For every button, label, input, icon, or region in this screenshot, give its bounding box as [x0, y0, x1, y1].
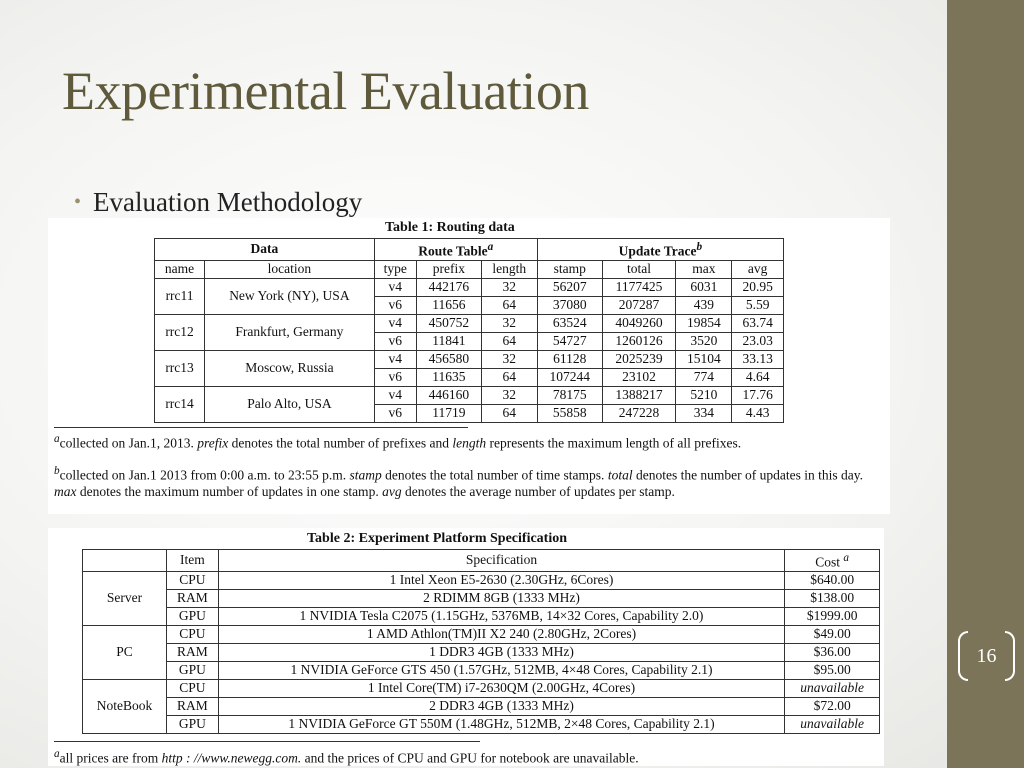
item-cell: RAM — [166, 643, 218, 661]
table-cell: 107244 — [537, 368, 602, 386]
column-header: type — [374, 260, 416, 278]
group-header-data: Data — [155, 239, 375, 261]
cost-cell: $138.00 — [785, 589, 880, 607]
table-cell: 439 — [676, 296, 732, 314]
item-cell: CPU — [166, 679, 218, 697]
table-cell: 4.64 — [732, 368, 784, 386]
table-cell: 207287 — [602, 296, 676, 314]
location-cell: Palo Alto, USA — [205, 386, 375, 422]
cost-cell: unavailable — [785, 715, 880, 733]
location-cell: Frankfurt, Germany — [205, 314, 375, 350]
table-cell: 20.95 — [732, 278, 784, 296]
location-cell: Moscow, Russia — [205, 350, 375, 386]
table-cell: 15104 — [676, 350, 732, 368]
table-cell: 64 — [481, 368, 537, 386]
table-cell: 3520 — [676, 332, 732, 350]
footnote-rule — [54, 741, 480, 742]
footnote-b: $^b$collected on Jan.1 2013 from 0:00 a.m. to 23:55 p.m. stamp denotes the total number of time stamps. total denotes the number of updates in this day. max denotes the maximum number of updates in one stamp. avg denotes the average number of updates per stamp. — [54, 465, 864, 499]
bullet-text: Evaluation Methodology — [93, 187, 363, 217]
item-cell: RAM — [166, 589, 218, 607]
slide-number-badge — [958, 631, 1015, 681]
table-cell: 32 — [481, 350, 537, 368]
slide-number: 16 — [976, 644, 997, 667]
cost-cell: $49.00 — [785, 625, 880, 643]
table-cell: 32 — [481, 278, 537, 296]
table-cell: 4049260 — [602, 314, 676, 332]
column-header: Specification — [218, 550, 785, 572]
platform-name-cell: Server — [83, 571, 167, 625]
cost-cell: $1999.00 — [785, 607, 880, 625]
platform-name-cell: PC — [83, 625, 167, 679]
spec-cell: 1 Intel Core(TM) i7-2630QM (2.00GHz, 4Cores) — [218, 679, 785, 697]
collector-name-cell: rrc13 — [155, 350, 205, 386]
collector-name-cell: rrc12 — [155, 314, 205, 350]
table1-group-header-row — [155, 239, 784, 261]
item-cell: GPU — [166, 661, 218, 679]
table-cell: 6031 — [676, 278, 732, 296]
platform-name-cell: NoteBook — [83, 679, 167, 733]
table-cell: 64 — [481, 332, 537, 350]
item-cell: CPU — [166, 625, 218, 643]
column-header: name — [155, 260, 205, 278]
column-header: total — [602, 260, 676, 278]
table-cell: v6 — [374, 296, 416, 314]
table-row — [83, 625, 880, 643]
table-cell: 17.76 — [732, 386, 784, 404]
table-cell: 19854 — [676, 314, 732, 332]
bullet-item — [74, 187, 362, 218]
table-cell: 5.59 — [732, 296, 784, 314]
table-cell: 247228 — [602, 404, 676, 422]
spec-cell: 1 Intel Xeon E5-2630 (2.30GHz, 6Cores) — [218, 571, 785, 589]
table-cell: 450752 — [416, 314, 481, 332]
table-cell: 37080 — [537, 296, 602, 314]
routing-data-table — [154, 238, 784, 423]
table-cell: 4.43 — [732, 404, 784, 422]
table-cell: v4 — [374, 386, 416, 404]
table-cell: 1177425 — [602, 278, 676, 296]
table-cell: 78175 — [537, 386, 602, 404]
table1-column-header-row — [155, 260, 784, 278]
item-cell: RAM — [166, 697, 218, 715]
table1-caption: Table 1: Routing data — [385, 220, 515, 235]
cost-cell: $95.00 — [785, 661, 880, 679]
item-cell: CPU — [166, 571, 218, 589]
table-cell: 2025239 — [602, 350, 676, 368]
location-cell: New York (NY), USA — [205, 278, 375, 314]
table-row — [83, 643, 880, 661]
table2-caption: Table 2: Experiment Platform Specification — [307, 531, 568, 546]
table-cell: 64 — [481, 296, 537, 314]
platform-spec-table — [82, 549, 880, 734]
cost-cell: $640.00 — [785, 571, 880, 589]
table-cell: 23102 — [602, 368, 676, 386]
cost-cell: $72.00 — [785, 697, 880, 715]
spec-cell: 1 AMD Athlon(TM)II X2 240 (2.80GHz, 2Cores) — [218, 625, 785, 643]
cost-cell: $36.00 — [785, 643, 880, 661]
table-row — [155, 314, 784, 332]
table2-body — [83, 571, 880, 733]
table-cell: 33.13 — [732, 350, 784, 368]
table-cell: 5210 — [676, 386, 732, 404]
table-cell: 64 — [481, 404, 537, 422]
column-header: prefix — [416, 260, 481, 278]
spec-cell: 2 RDIMM 8GB (1333 MHz) — [218, 589, 785, 607]
table-cell: 63.74 — [732, 314, 784, 332]
column-header: avg — [732, 260, 784, 278]
table-row — [155, 278, 784, 296]
table-cell: 446160 — [416, 386, 481, 404]
table-cell: v6 — [374, 404, 416, 422]
table-row — [83, 715, 880, 733]
table-row — [83, 571, 880, 589]
slide-title: Experimental Evaluation — [62, 61, 589, 121]
table-cell: 56207 — [537, 278, 602, 296]
collector-name-cell: rrc14 — [155, 386, 205, 422]
table1-body — [155, 278, 784, 422]
footnote-prices: $^a$all prices are from http : //www.newegg.com. and the prices of CPU and GPU for notebook are unavailable. — [54, 748, 639, 766]
table-cell: v4 — [374, 278, 416, 296]
column-header: stamp — [537, 260, 602, 278]
cost-cell: unavailable — [785, 679, 880, 697]
table-cell: 442176 — [416, 278, 481, 296]
table-cell: 32 — [481, 314, 537, 332]
table-cell: 23.03 — [732, 332, 784, 350]
collector-name-cell: rrc11 — [155, 278, 205, 314]
table-cell: 11656 — [416, 296, 481, 314]
column-header: max — [676, 260, 732, 278]
table-cell: 54727 — [537, 332, 602, 350]
column-header: Cost $^a$ — [785, 550, 880, 572]
table-row — [155, 350, 784, 368]
table-cell: 1260126 — [602, 332, 676, 350]
table-cell: 32 — [481, 386, 537, 404]
table-cell: 774 — [676, 368, 732, 386]
spec-cell: 1 NVIDIA GeForce GT 550M (1.48GHz, 512MB, 2×48 Cores, Capability 2.1) — [218, 715, 785, 733]
table2-column-header-row — [83, 550, 880, 572]
column-header: length — [481, 260, 537, 278]
bullet-icon: • — [74, 191, 82, 213]
spec-cell: 1 NVIDIA GeForce GTS 450 (1.57GHz, 512MB, 4×48 Cores, Capability 2.1) — [218, 661, 785, 679]
table-cell: 63524 — [537, 314, 602, 332]
table-cell: v6 — [374, 332, 416, 350]
group-header-update-trace: Update Trace$^b$ — [537, 239, 783, 261]
table-cell: v6 — [374, 368, 416, 386]
table-cell: v4 — [374, 314, 416, 332]
table-cell: 334 — [676, 404, 732, 422]
group-header-route-table: Route Table$^a$ — [374, 239, 537, 261]
item-cell: GPU — [166, 607, 218, 625]
column-header-blank — [83, 550, 167, 572]
table-cell: 61128 — [537, 350, 602, 368]
spec-cell: 1 DDR3 4GB (1333 MHz) — [218, 643, 785, 661]
item-cell: GPU — [166, 715, 218, 733]
table-cell: 11841 — [416, 332, 481, 350]
spec-cell: 2 DDR3 4GB (1333 MHz) — [218, 697, 785, 715]
table-row — [83, 607, 880, 625]
table-cell: 11719 — [416, 404, 481, 422]
footnote-rule — [54, 427, 468, 428]
footnote-a: $^a$collected on Jan.1, 2013. prefix denotes the total number of prefixes and length represents the maximum length of all prefixes. — [54, 433, 742, 451]
table-row — [83, 697, 880, 715]
table-row — [83, 679, 880, 697]
table-cell: 11635 — [416, 368, 481, 386]
table-row — [83, 661, 880, 679]
spec-cell: 1 NVIDIA Tesla C2075 (1.15GHz, 5376MB, 14×32 Cores, Capability 2.0) — [218, 607, 785, 625]
table-cell: 456580 — [416, 350, 481, 368]
table-row — [83, 589, 880, 607]
table-cell: 55858 — [537, 404, 602, 422]
table-row — [155, 386, 784, 404]
column-header: Item — [166, 550, 218, 572]
table-cell: 1388217 — [602, 386, 676, 404]
table-cell: v4 — [374, 350, 416, 368]
column-header: location — [205, 260, 375, 278]
